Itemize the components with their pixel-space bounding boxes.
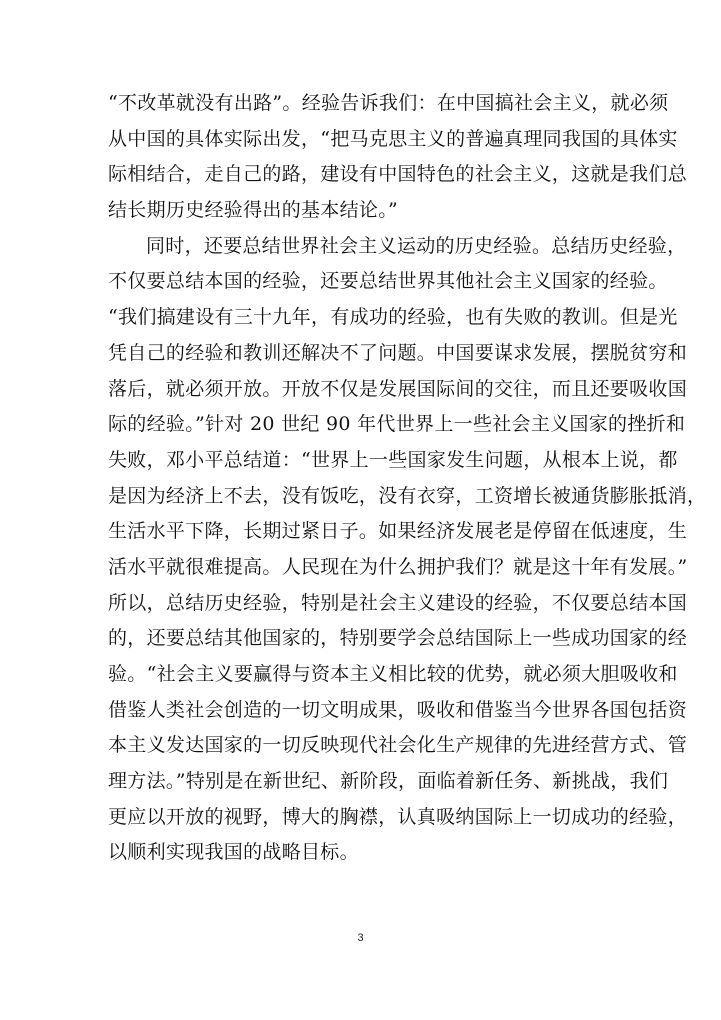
text-line: 生活水平下降，长期过紧日子。如果经济发展老是停留在低速度，生 bbox=[108, 520, 688, 543]
text-line: 从中国的具体实际出发，“把马克思主义的普遍真理同我国的具体实 bbox=[108, 127, 678, 150]
text-line: 活水平就很难提高。人民现在为什么拥护我们？就是这十年有发展。” bbox=[108, 555, 688, 578]
text-line: 理方法。”特别是在新世纪、新阶段，面临着新任务、新挑战，我们 bbox=[108, 770, 669, 793]
body-text bbox=[108, 86, 707, 871]
text-line: 所以，总结历史经验，特别是社会主义建设的经验，不仅要总结本国 bbox=[108, 591, 688, 614]
text-line: 不仅要总结本国的经验，还要总结世界其他社会主义国家的经验。 bbox=[108, 270, 668, 293]
text-line: 是因为经济上不去，没有饭吃，没有衣穿，工资增长被通货膨胀抵消， bbox=[108, 484, 707, 507]
text-line: 验。“社会主义要赢得与资本主义相比较的优势，就必须大胆吸收和 bbox=[108, 663, 678, 685]
text-line: 失败，邓小平总结道：“世界上一些国家发生问题，从根本上说，都 bbox=[108, 448, 678, 471]
paragraph-2 bbox=[108, 229, 707, 871]
text-line: 际的经验。”针对 20 世纪 90 年代世界上一些社会主义国家的挫折和 bbox=[108, 413, 686, 436]
text-line: 本主义发达国家的一切反映现代社会化生产规律的先进经营方式、管 bbox=[108, 734, 688, 757]
text-line: 借鉴人类社会创造的一切文明成果，吸收和借鉴当今世界各国包括资 bbox=[108, 698, 688, 721]
text-line: “不改革就没有出路”。经验告诉我们：在中国搞社会主义，就必须 bbox=[108, 92, 669, 114]
text-line: 结长期历史经验得出的基本结论。” bbox=[108, 199, 399, 222]
text-line: 凭自己的经验和教训还解决不了问题。中国要谋求发展，摆脱贫穷和 bbox=[108, 341, 688, 364]
text-line: 同时，还要总结世界社会主义运动的历史经验。总结历史经验， bbox=[146, 234, 687, 257]
text-line: 际相结合，走自己的路，建设有中国特色的社会主义，这就是我们总 bbox=[108, 163, 688, 186]
text-line: 更应以开放的视野，博大的胸襟，认真吸纳国际上一切成功的经验， bbox=[108, 805, 688, 828]
text-line: 的，还要总结其他国家的，特别要学会总结国际上一些成功国家的经 bbox=[108, 627, 688, 650]
text-line: “我们搞建设有三十九年，有成功的经验，也有失败的教训。但是光 bbox=[108, 306, 678, 329]
paragraph-1 bbox=[108, 86, 688, 229]
page-number: 3 bbox=[357, 932, 364, 944]
text-line: 以顺利实现我国的战略目标。 bbox=[108, 841, 359, 864]
text-line: 落后，就必须开放。开放不仅是发展国际间的交往，而且还要吸收国 bbox=[108, 377, 688, 400]
